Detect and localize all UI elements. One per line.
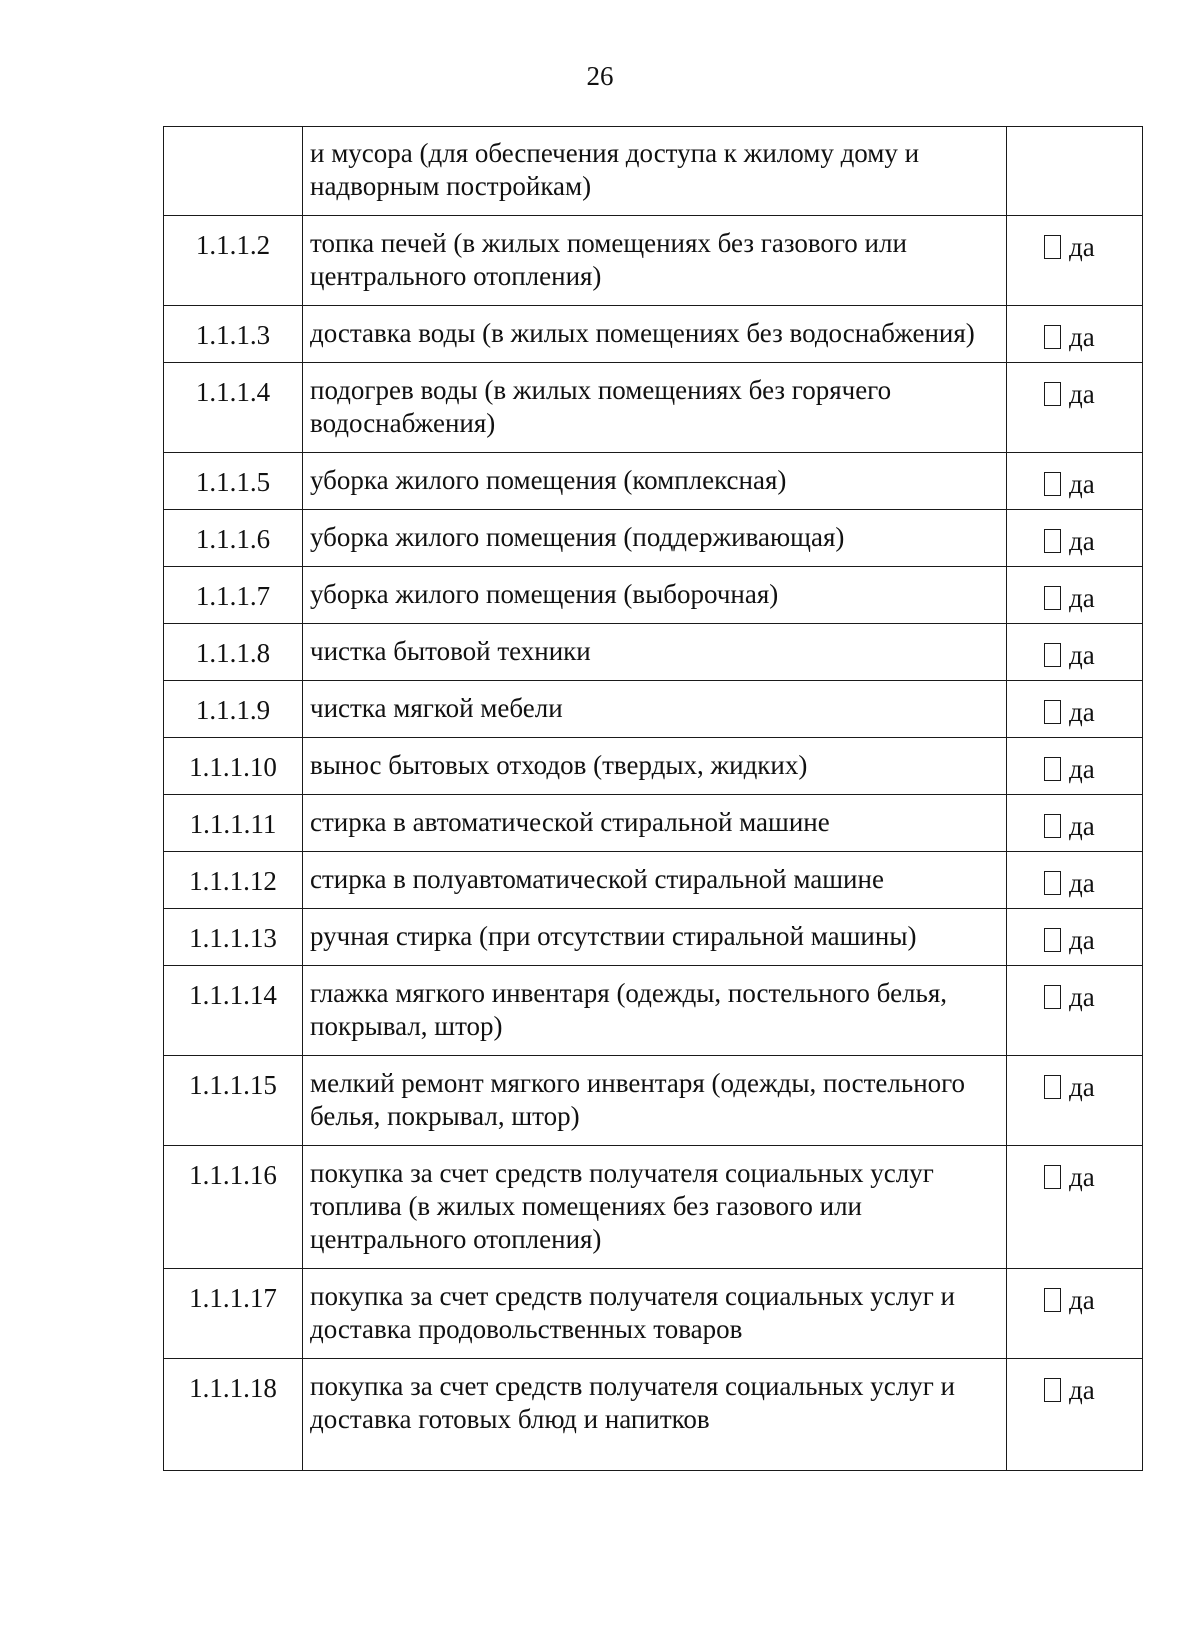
row-number: 1.1.1.4	[164, 363, 303, 453]
row-number: 1.1.1.9	[164, 681, 303, 738]
checkbox[interactable]	[1044, 643, 1061, 667]
checkbox-label: да	[1069, 526, 1095, 556]
row-check-cell	[1007, 510, 1143, 567]
table-row	[164, 1146, 1143, 1269]
table-row	[164, 567, 1143, 624]
table-row	[164, 1269, 1143, 1359]
row-number: 1.1.1.18	[164, 1359, 303, 1471]
checkbox[interactable]	[1044, 235, 1061, 259]
row-description: глажка мягкого инвентаря (одежды, постельного белья, покрывал, штор)	[303, 966, 1007, 1056]
table-row	[164, 1056, 1143, 1146]
row-check-cell	[1007, 624, 1143, 681]
row-description: мелкий ремонт мягкого инвентаря (одежды, постельного белья, покрывал, штор)	[303, 1056, 1007, 1146]
row-description: уборка жилого помещения (комплексная)	[303, 453, 1007, 510]
table-row	[164, 216, 1143, 306]
row-description: уборка жилого помещения (поддерживающая)	[303, 510, 1007, 567]
checkbox[interactable]	[1044, 700, 1061, 724]
checkbox-label: да	[1069, 322, 1095, 352]
checkbox-label: да	[1069, 640, 1095, 670]
table-row	[164, 127, 1143, 216]
checkbox-label: да	[1069, 1162, 1095, 1192]
checkbox-label: да	[1069, 811, 1095, 841]
checkbox[interactable]	[1044, 757, 1061, 781]
row-description: ручная стирка (при отсутствии стиральной машины)	[303, 909, 1007, 966]
checkbox[interactable]	[1044, 472, 1061, 496]
row-check-cell	[1007, 216, 1143, 306]
row-description: доставка воды (в жилых помещениях без водоснабжения)	[303, 306, 1007, 363]
checkbox[interactable]	[1044, 1378, 1061, 1402]
row-number: 1.1.1.6	[164, 510, 303, 567]
row-description: покупка за счет средств получателя социальных услуг топлива (в жилых помещениях без газового или центрального отопления)	[303, 1146, 1007, 1269]
row-check-cell	[1007, 567, 1143, 624]
checkbox[interactable]	[1044, 1288, 1061, 1312]
row-description: и мусора (для обеспечения доступа к жилому дому и надворным постройкам)	[303, 127, 1007, 216]
checkbox[interactable]	[1044, 985, 1061, 1009]
checkbox-label: да	[1069, 1072, 1095, 1102]
row-number: 1.1.1.14	[164, 966, 303, 1056]
checkbox[interactable]	[1044, 814, 1061, 838]
row-number: 1.1.1.5	[164, 453, 303, 510]
services-table	[163, 126, 1143, 1471]
row-number: 1.1.1.13	[164, 909, 303, 966]
row-number: 1.1.1.16	[164, 1146, 303, 1269]
row-check-cell	[1007, 1269, 1143, 1359]
row-description: топка печей (в жилых помещениях без газового или центрального отопления)	[303, 216, 1007, 306]
row-check-cell	[1007, 1056, 1143, 1146]
row-check-cell	[1007, 1146, 1143, 1269]
row-number: 1.1.1.2	[164, 216, 303, 306]
table-row	[164, 852, 1143, 909]
checkbox-label: да	[1069, 697, 1095, 727]
row-description: подогрев воды (в жилых помещениях без горячего водоснабжения)	[303, 363, 1007, 453]
table-row	[164, 909, 1143, 966]
row-check-cell	[1007, 681, 1143, 738]
row-description: вынос бытовых отходов (твердых, жидких)	[303, 738, 1007, 795]
checkbox[interactable]	[1044, 1165, 1061, 1189]
checkbox[interactable]	[1044, 871, 1061, 895]
checkbox-label: да	[1069, 982, 1095, 1012]
checkbox-label: да	[1069, 1375, 1095, 1405]
row-number: 1.1.1.17	[164, 1269, 303, 1359]
row-number: 1.1.1.10	[164, 738, 303, 795]
row-description: стирка в полуавтоматической стиральной машине	[303, 852, 1007, 909]
row-number: 1.1.1.15	[164, 1056, 303, 1146]
row-description: покупка за счет средств получателя социальных услуг и доставка готовых блюд и напитков	[303, 1359, 1007, 1471]
checkbox[interactable]	[1044, 586, 1061, 610]
row-description: чистка мягкой мебели	[303, 681, 1007, 738]
row-description: уборка жилого помещения (выборочная)	[303, 567, 1007, 624]
page-number: 26	[586, 61, 614, 91]
row-check-cell	[1007, 795, 1143, 852]
row-number: 1.1.1.3	[164, 306, 303, 363]
table-row	[164, 624, 1143, 681]
checkbox[interactable]	[1044, 928, 1061, 952]
table-row	[164, 738, 1143, 795]
checkbox-label: да	[1069, 1285, 1095, 1315]
row-description: покупка за счет средств получателя социальных услуг и доставка продовольственных товаров	[303, 1269, 1007, 1359]
checkbox[interactable]	[1044, 529, 1061, 553]
checkbox[interactable]	[1044, 1075, 1061, 1099]
row-number	[164, 127, 303, 216]
table-row	[164, 795, 1143, 852]
row-check-cell	[1007, 966, 1143, 1056]
row-number: 1.1.1.7	[164, 567, 303, 624]
checkbox[interactable]	[1044, 325, 1061, 349]
checkbox-label: да	[1069, 868, 1095, 898]
checkbox-label: да	[1069, 754, 1095, 784]
row-check-cell	[1007, 363, 1143, 453]
row-check-cell	[1007, 738, 1143, 795]
table-row	[164, 1359, 1143, 1471]
table-row	[164, 306, 1143, 363]
row-check-cell	[1007, 127, 1143, 216]
table-row	[164, 681, 1143, 738]
table-row	[164, 363, 1143, 453]
checkbox-label: да	[1069, 379, 1095, 409]
table-row	[164, 510, 1143, 567]
row-check-cell	[1007, 306, 1143, 363]
row-check-cell	[1007, 1359, 1143, 1471]
row-check-cell	[1007, 852, 1143, 909]
checkbox-label: да	[1069, 469, 1095, 499]
table-row	[164, 966, 1143, 1056]
row-check-cell	[1007, 453, 1143, 510]
row-number: 1.1.1.12	[164, 852, 303, 909]
checkbox-label: да	[1069, 583, 1095, 613]
checkbox[interactable]	[1044, 382, 1061, 406]
row-number: 1.1.1.8	[164, 624, 303, 681]
row-description: чистка бытовой техники	[303, 624, 1007, 681]
row-check-cell	[1007, 909, 1143, 966]
checkbox-label: да	[1069, 925, 1095, 955]
row-number: 1.1.1.11	[164, 795, 303, 852]
checkbox-label: да	[1069, 232, 1095, 262]
row-description: стирка в автоматической стиральной машине	[303, 795, 1007, 852]
table-row	[164, 453, 1143, 510]
